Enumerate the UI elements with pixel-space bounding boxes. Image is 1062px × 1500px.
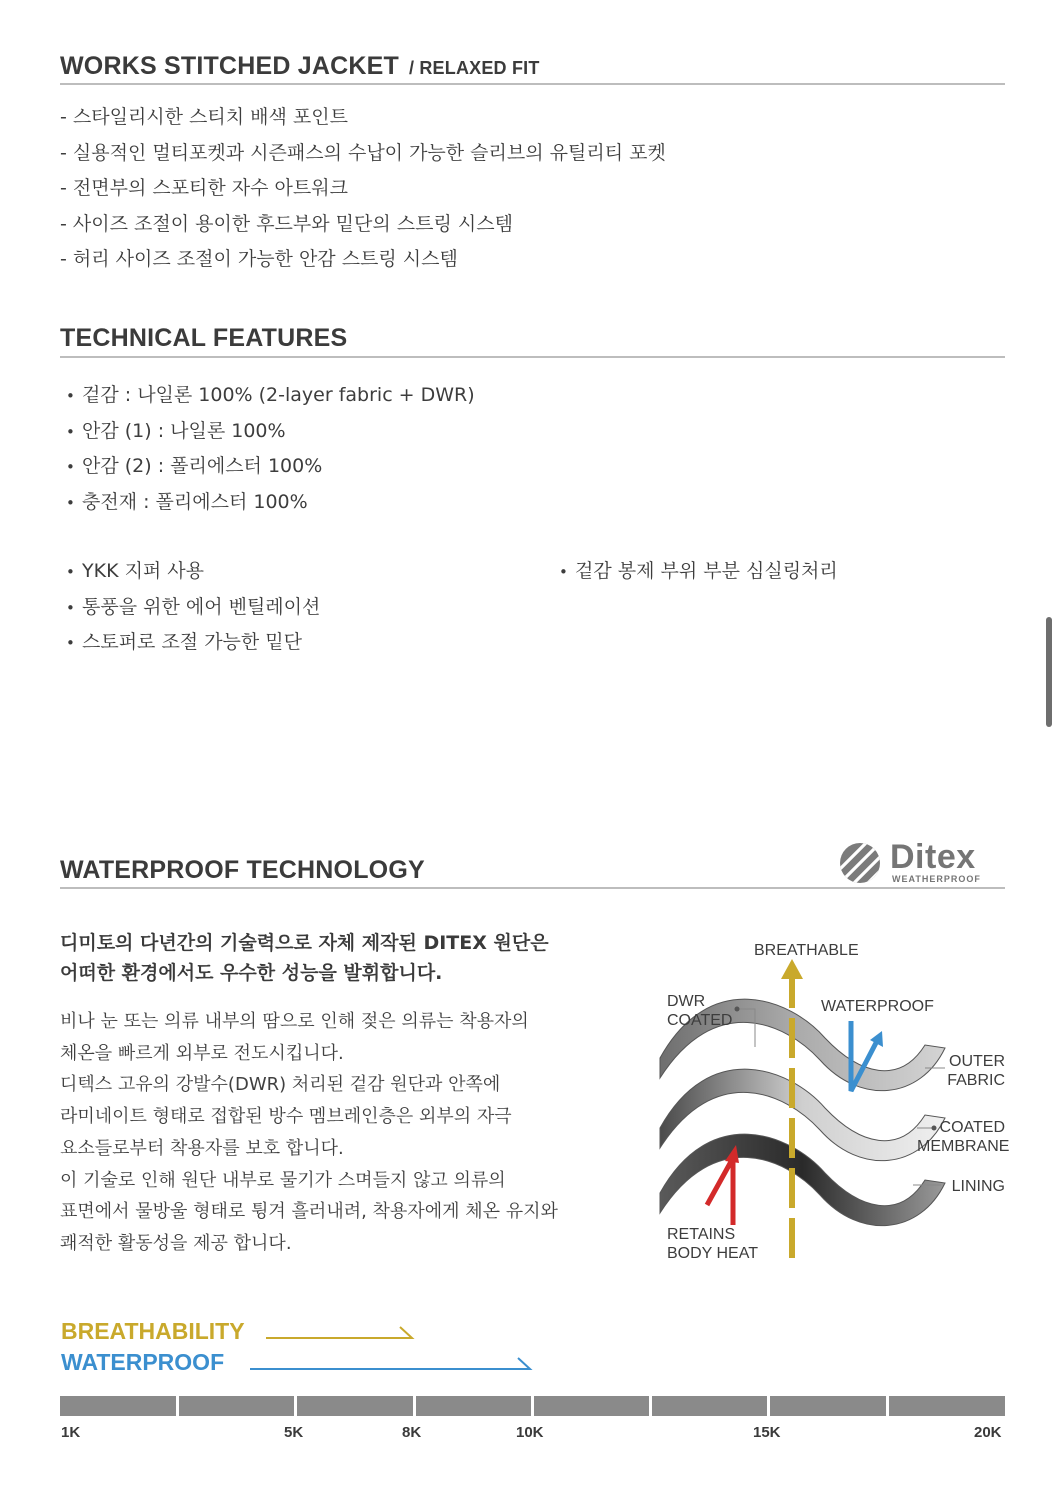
body-line: 디텍스 고유의 강발수(DWR) 처리된 겉감 원단과 안쪽에 <box>60 1074 501 1096</box>
product-subtitle: / RELAXED FIT <box>408 58 540 78</box>
body-line: 체온을 빠르게 외부로 전도시킵니다. <box>60 1042 344 1064</box>
scale-divider <box>531 1396 534 1416</box>
ditex-tagline: WEATHERPROOF <box>892 874 981 884</box>
label-breathable: BREATHABLE <box>754 942 859 959</box>
label-membrane-line: MEMBRANE <box>917 1138 1010 1155</box>
body-line: 표면에서 물방울 형태로 튕겨 흘러내려, 착용자에게 체온 유지와 <box>60 1201 558 1223</box>
label-outer-fabric <box>947 1052 1005 1090</box>
label-fabric-line: FABRIC <box>947 1072 1005 1089</box>
list-item: • 통풍을 위한 에어 벤틸레이션 <box>66 590 320 626</box>
list-item: - 스타일리시한 스티치 배색 포인트 <box>60 106 348 128</box>
scrollbar-thumb[interactable] <box>1046 617 1052 727</box>
scale-divider <box>767 1396 770 1416</box>
body-line: 라미네이트 형태로 접합된 방수 멤브레인층은 외부의 자극 <box>60 1106 512 1128</box>
fabric-layers-graphic <box>655 935 1015 1275</box>
scale-divider <box>649 1396 652 1416</box>
scale-divider <box>413 1396 416 1416</box>
intro-line: 디미토의 다년간의 기술력으로 자체 제작된 DITEX 원단은 <box>60 932 549 954</box>
list-item: • 스토퍼로 조절 가능한 밑단 <box>66 625 320 661</box>
product-title <box>60 52 540 81</box>
scale-divider <box>176 1396 179 1416</box>
waterproof-title: WATERPROOF TECHNOLOGY <box>60 856 425 884</box>
technical-divider <box>60 356 1005 358</box>
scale-tick-label: 5K <box>284 1424 304 1441</box>
leader-dwr-dot <box>735 1007 740 1012</box>
label-coated-membrane <box>917 1118 1010 1156</box>
scale-tick-label: 20K <box>974 1424 1002 1441</box>
intro-line: 어떠한 환경에서도 우수한 성능을 발휘합니다. <box>60 962 443 984</box>
label-coated2-line: COATED <box>939 1119 1005 1136</box>
breathability-arrow <box>266 1327 412 1338</box>
label-dwr-coated <box>667 992 732 1030</box>
list-item: • 충전재 : 폴리에스터 100% <box>66 485 475 521</box>
label-dwr-line: DWR <box>667 993 706 1010</box>
materials-list <box>66 378 475 520</box>
list-item: • 안감 (2) : 폴리에스터 100% <box>66 449 475 485</box>
list-item: - 허리 사이즈 조절이 가능한 안감 스트링 시스템 <box>60 248 458 270</box>
product-divider <box>60 83 1005 85</box>
label-waterproof: WATERPROOF <box>821 998 934 1015</box>
ditex-mark-icon <box>838 841 882 885</box>
rating-arrows <box>0 1318 1062 1378</box>
label-retains-line: RETAINS <box>667 1226 736 1243</box>
waterproof-body <box>60 1006 558 1260</box>
scale-divider <box>886 1396 889 1416</box>
scale-tick-label: 1K <box>61 1424 81 1441</box>
scale-tick-label: 8K <box>402 1424 422 1441</box>
waterproof-rating-label: WATERPROOF <box>61 1349 225 1375</box>
technical-title: TECHNICAL FEATURES <box>60 324 348 352</box>
heat-arrow <box>707 1158 733 1225</box>
scale-tick-label: 15K <box>753 1424 781 1441</box>
fabric-layer-diagram <box>655 935 1015 1275</box>
body-line: 요소들로부터 착용자를 보호 합니다. <box>60 1137 344 1159</box>
list-item: - 전면부의 스포티한 자수 아트워크 <box>60 177 348 199</box>
body-line: 이 기술로 인해 원단 내부로 물기가 스며들지 않고 의류의 <box>60 1169 506 1191</box>
details-list-right <box>559 554 838 590</box>
list-item: - 실용적인 멀티포켓과 시즌패스의 수납이 가능한 슬리브의 유틸리티 포켓 <box>60 141 666 164</box>
list-item: • 겉감 : 나일론 100% (2-layer fabric + DWR) <box>66 378 475 414</box>
breathable-arrow-head <box>781 959 803 979</box>
waterproof-rating-arrow <box>250 1358 530 1369</box>
product-feature-list <box>60 100 666 278</box>
waterproof-intro <box>60 928 549 988</box>
label-body-heat-line: BODY HEAT <box>667 1245 758 1262</box>
body-line: 비나 눈 또는 의류 내부의 땀으로 인해 젖은 의류는 착용자의 <box>60 1011 529 1032</box>
product-title-text: WORKS STITCHED JACKET <box>60 52 399 80</box>
label-coated-line: COATED <box>667 1012 733 1029</box>
ditex-logo <box>838 840 1008 886</box>
list-item: • YKK 지퍼 사용 <box>66 554 320 590</box>
breathability-label: BREATHABILITY <box>61 1318 245 1344</box>
label-retains-body-heat <box>667 1225 758 1263</box>
details-list-left <box>66 554 320 661</box>
scale-divider <box>294 1396 297 1416</box>
list-item: - 사이즈 조절이 용이한 후드부와 밑단의 스트링 시스템 <box>60 212 513 235</box>
list-item: • 안감 (1) : 나일론 100% <box>66 414 475 450</box>
ditex-brand-name: Ditex <box>890 838 976 876</box>
scale-tick-label: 10K <box>516 1424 544 1441</box>
body-line: 쾌적한 활동성을 제공 합니다. <box>60 1232 292 1254</box>
list-item: • 겉감 봉제 부위 부분 심실링처리 <box>559 554 838 590</box>
label-outer-line: OUTER <box>949 1053 1005 1070</box>
label-lining: LINING <box>951 1178 1005 1195</box>
waterproof-divider <box>60 887 1005 889</box>
